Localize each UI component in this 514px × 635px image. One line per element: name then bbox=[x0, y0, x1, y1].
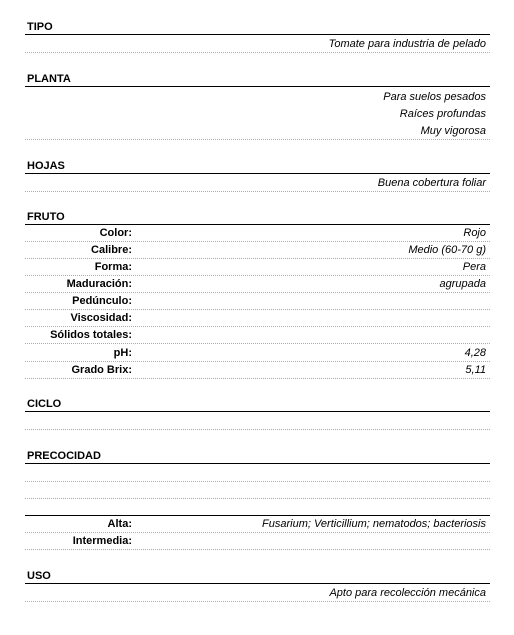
dotted-separator bbox=[25, 378, 490, 379]
fruto-maduracion-value: agrupada bbox=[439, 278, 486, 290]
section-title-planta: PLANTA bbox=[27, 73, 71, 85]
section-title-precocidad: PRECOCIDAD bbox=[27, 450, 101, 462]
fruto-solidos-label: Sólidos totales: bbox=[50, 329, 132, 341]
dotted-separator bbox=[25, 532, 490, 533]
fruto-brix-label: Grado Brix: bbox=[71, 364, 132, 376]
fruto-pedunculo-label: Pedúnculo: bbox=[72, 295, 132, 307]
fruto-maduracion-label: Maduración: bbox=[66, 278, 132, 290]
dotted-separator bbox=[25, 139, 490, 140]
resistencia-alta-value: Fusarium; Verticillium; nematodos; bacteriosis bbox=[262, 518, 486, 530]
section-title-uso: USO bbox=[27, 570, 51, 582]
planta-value: Raíces profundas bbox=[399, 108, 486, 120]
fruto-color-label: Color: bbox=[99, 227, 132, 239]
dotted-separator bbox=[25, 292, 490, 293]
dotted-separator bbox=[25, 498, 490, 499]
fruto-ph-value: 4,28 bbox=[464, 347, 486, 359]
section-rule bbox=[25, 583, 490, 584]
fruto-brix-value: 5,11 bbox=[465, 364, 486, 376]
section-title-tipo: TIPO bbox=[27, 21, 53, 33]
planta-value: Muy vigorosa bbox=[420, 125, 486, 137]
fruto-viscosidad-label: Viscosidad: bbox=[70, 312, 132, 324]
dotted-separator bbox=[25, 275, 490, 276]
hojas-value: Buena cobertura foliar bbox=[377, 177, 486, 189]
section-rule bbox=[25, 515, 490, 516]
dotted-separator bbox=[25, 258, 490, 259]
fruto-forma-value: Pera bbox=[462, 261, 486, 273]
dotted-separator bbox=[25, 309, 490, 310]
uso-value: Apto para recolección mecánica bbox=[329, 587, 486, 599]
section-rule bbox=[25, 463, 490, 464]
dotted-separator bbox=[25, 361, 490, 362]
dotted-separator bbox=[25, 601, 490, 602]
planta-value: Para suelos pesados bbox=[383, 91, 486, 103]
dotted-separator bbox=[25, 191, 490, 192]
section-rule bbox=[25, 224, 490, 225]
resistencia-alta-label: Alta: bbox=[107, 518, 132, 530]
fruto-calibre-label: Calibre: bbox=[91, 244, 132, 256]
fruto-calibre-value: Medio (60-70 g) bbox=[408, 244, 486, 256]
dotted-separator bbox=[25, 481, 490, 482]
dotted-separator bbox=[25, 429, 490, 430]
dotted-separator bbox=[25, 52, 490, 53]
section-rule bbox=[25, 86, 490, 87]
section-title-hojas: HOJAS bbox=[27, 160, 65, 172]
section-title-ciclo: CICLO bbox=[27, 398, 62, 410]
section-title-fruto: FRUTO bbox=[27, 211, 65, 223]
tipo-value: Tomate para industria de pelado bbox=[328, 38, 486, 50]
dotted-separator bbox=[25, 549, 490, 550]
section-rule bbox=[25, 34, 490, 35]
fruto-color-value: Rojo bbox=[463, 227, 486, 239]
dotted-separator bbox=[25, 343, 490, 344]
dotted-separator bbox=[25, 326, 490, 327]
section-rule bbox=[25, 411, 490, 412]
resistencia-intermedia-label: Intermedia: bbox=[72, 535, 132, 547]
fruto-ph-label: pH: bbox=[113, 347, 132, 359]
section-rule bbox=[25, 173, 490, 174]
fruto-forma-label: Forma: bbox=[94, 261, 132, 273]
dotted-separator bbox=[25, 241, 490, 242]
